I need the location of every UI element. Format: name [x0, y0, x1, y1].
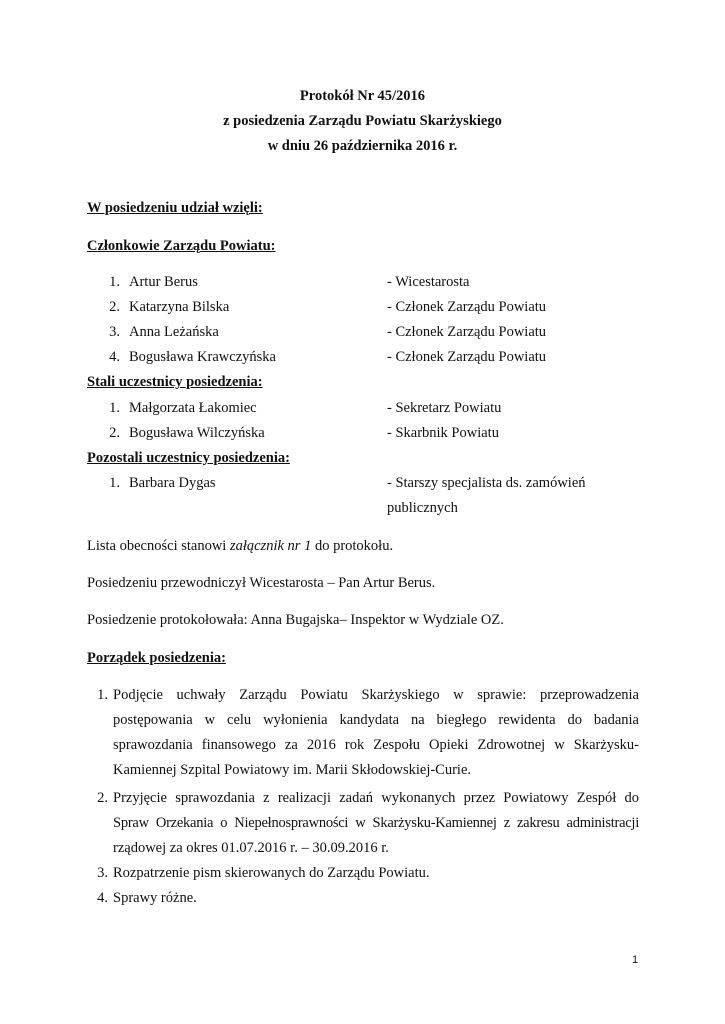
agenda-heading: Porządek posiedzenia: — [87, 650, 226, 666]
member-role: - Wicestarosta — [387, 274, 470, 290]
agenda-number: 4. — [97, 890, 108, 906]
member-role: - Sekretarz Powiatu — [387, 400, 502, 416]
member-name: Anna Leżańska — [129, 324, 219, 340]
document-title: Protokół Nr 45/2016 — [299, 88, 426, 104]
board-heading: Członkowie Zarządu Powiatu: — [87, 238, 276, 254]
list-number: 4. — [109, 349, 120, 365]
document-date: w dniu 26 października 2016 r. — [267, 138, 458, 154]
permanent-heading: Stali uczestnicy posiedzenia: — [87, 374, 263, 390]
agenda-number: 3. — [97, 865, 108, 881]
member-name: Barbara Dygas — [129, 475, 216, 491]
list-number: 2. — [109, 299, 120, 315]
member-name: Bogusława Krawczyńska — [129, 349, 276, 365]
attendance-heading: W posiedzeniu udział wzięli: — [87, 200, 263, 216]
member-name: Małgorzata Łakomiec — [129, 400, 257, 416]
member-role: - Członek Zarządu Powiatu — [387, 299, 547, 315]
list-number: 2. — [109, 425, 120, 441]
agenda-text-line: sprawozdania finansowego za 2016 rok Zespołu Opieki Zdrowotnej w Skarżysku- — [113, 737, 639, 753]
attendance-note-post: do protokołu. — [311, 538, 394, 554]
list-number: 1. — [109, 400, 120, 416]
list-number: 1. — [109, 475, 120, 491]
others-heading: Pozostali uczestnicy posiedzenia: — [87, 450, 290, 466]
member-name: Bogusława Wilczyńska — [129, 425, 265, 441]
agenda-number: 1. — [97, 687, 108, 703]
member-name: Katarzyna Bilska — [129, 299, 230, 315]
agenda-text-line: Kamiennej Szpital Powiatowy im. Marii Skłodowskiej-Curie. — [113, 762, 472, 778]
document-subtitle: z posiedzenia Zarządu Powiatu Skarżyskiego — [223, 113, 502, 129]
attachment-reference: załącznik nr 1 — [229, 538, 312, 554]
member-role-continued: publicznych — [387, 500, 458, 516]
minutes-note: Posiedzenie protokołowała: Anna Bugajska– Inspektor w Wydziale OZ. — [87, 612, 504, 628]
member-role: - Członek Zarządu Powiatu — [387, 349, 547, 365]
agenda-text-line: Rozpatrzenie pism skierowanych do Zarządu Powiatu. — [113, 865, 430, 881]
list-number: 1. — [109, 274, 120, 290]
agenda-number: 2. — [97, 790, 108, 806]
member-role: - Skarbnik Powiatu — [387, 425, 499, 441]
agenda-text-line: Spraw Orzekania o Niepełnosprawności w Skarżysku-Kamiennej z zakresu administracji — [113, 815, 639, 831]
member-role: - Członek Zarządu Powiatu — [387, 324, 547, 340]
list-number: 3. — [109, 324, 120, 340]
agenda-text-line: Sprawy różne. — [113, 890, 197, 906]
agenda-text-line: Podjęcie uchwały Zarządu Powiatu Skarżyskiego w sprawie: przeprowadzenia — [113, 687, 639, 703]
agenda-text-line: rządowej za okres 01.07.2016 r. – 30.09.2016 r. — [113, 840, 389, 856]
chair-note: Posiedzeniu przewodniczył Wicestarosta – Pan Artur Berus. — [87, 575, 436, 591]
member-role: - Starszy specjalista ds. zamówień — [387, 475, 586, 491]
member-name: Artur Berus — [129, 274, 198, 290]
agenda-text-line: Przyjęcie sprawozdania z realizacji zadań wykonanych przez Powiatowy Zespół do — [113, 790, 639, 806]
agenda-text-line: postępowania w celu wyłonienia kandydata na biegłego rewidenta do badania — [113, 712, 639, 728]
attendance-note — [87, 538, 393, 555]
attendance-note-pre: Lista obecności stanowi — [87, 538, 230, 554]
page-number: 1 — [632, 954, 639, 966]
